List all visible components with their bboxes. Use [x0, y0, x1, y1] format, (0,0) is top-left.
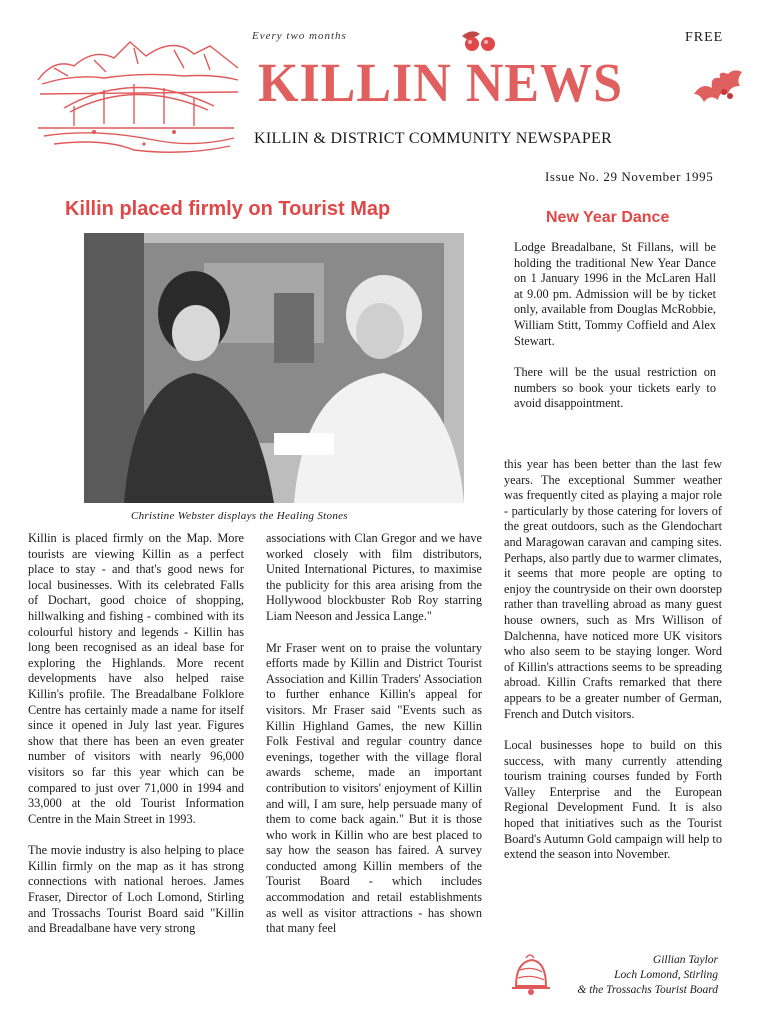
- tagline: Every two months: [252, 30, 347, 42]
- article-column-1: [28, 531, 244, 953]
- article-paragraph: this year has been better than the last few years. The exceptional Summer weather was frequently cited as playing a major role - particularly by those catering for lovers of the great outdoors, such as the Glendochart and Maragowan caravan and camping sites. Perhaps, also partly due to warmer climates, it seems that more people are opting to enjoy the countryside on their own doorstep rather than travelling abroad as many guest house owners, such as Mrs Willison of Dalchenna, have noticed more UK visitors who also seem to be staying longer. Word of Killin's attractions seems to be spreading abroad. Killin Crafts remarked that there appears to be a greater number of German, French and Dutch visitors.: [504, 457, 722, 721]
- bell-icon: [508, 952, 552, 998]
- berries-icon: [458, 28, 500, 54]
- article-paragraph: associations with Clan Gregor and we have worked closely with film distributors, United International Pictures, to maximise the publicity for this area arising from the Hollywood blockbuster Rob Roy starring Liam Neeson and Jessica Lange.": [266, 531, 482, 623]
- holly-icon: [690, 64, 748, 108]
- article-paragraph: Mr Fraser went on to praise the voluntary efforts made by Killin and District Tourist Association and Killin Traders' Association to further enhance Killin's appeal for visitors. Mr Fraser said "Events such as Killin Highland Games, the new Killin Folk Festival and regular country dance evenings, together with the village floral awards scheme, made an important contribution to visitors' enjoyment of Killin and will, I am sure, help persuade many of them to come back again." But it is those who work in Killin who are best placed to say how the season has faired. A survey conducted among Killin members of the Tourist Board - which includes accommodation and retail establishments as well as visitor attractions - has shown that many feel: [266, 640, 482, 936]
- photo-two-women: [84, 233, 464, 503]
- side-paragraph: There will be the usual restriction on numbers so book your tickets early to avoid disappointment.: [514, 365, 716, 411]
- masthead: KILLIN NEWS: [258, 53, 623, 114]
- subtitle: KILLIN & DISTRICT COMMUNITY NEWSPAPER: [254, 130, 613, 147]
- article-column-3: [504, 457, 722, 879]
- author-org: & the Trossachs Tourist Board: [577, 984, 718, 996]
- main-headline: Killin placed firmly on Tourist Map: [65, 198, 391, 220]
- mountain-bridge-logo: [34, 28, 240, 156]
- price-label: FREE: [685, 30, 724, 45]
- author-org: Loch Lomond, Stirling: [614, 969, 718, 981]
- side-article-body: [514, 240, 716, 428]
- side-headline: New Year Dance: [546, 209, 670, 226]
- author-signature: [548, 953, 718, 998]
- issue-info: Issue No. 29 November 1995: [545, 169, 714, 184]
- article-column-2: [266, 531, 482, 953]
- photo-caption: Christine Webster displays the Healing Stones: [131, 510, 348, 522]
- article-paragraph: Killin is placed firmly on the Map. More tourists are viewing Killin as a perfect place to stay - and that's good news for local businesses. With its celebrated Falls of Dochart, good choice of shopping, hillwalking and fishing - combined with its colourful history and legends - Killin has long been recognised as an ideal base for exploring the Highlands. More recent developments have also helped raise Killin's profile. The Breadalbane Folklore Centre has certainly made a name for itself since it opened in July last year. Figures show that there has been an even greater number of visitors with nearly 96,000 visitors so far this year which can be compared to just over 71,000 in 1994 and 33,000 at the old Tourist Information Centre in the Main Street in 1993.: [28, 531, 244, 826]
- article-paragraph: The movie industry is also helping to place Killin firmly on the map as it has strong connections with national heroes. James Fraser, Director of Loch Lomond, Stirling and Trossachs Tourist Board said "Killin and Breadalbane have very strong: [28, 843, 244, 936]
- author-name: Gillian Taylor: [652, 954, 718, 966]
- article-paragraph: Local businesses hope to build on this success, with many currently attending tourism training courses funded by Forth Valley Enterprise and the European Regional Development Fund. It is also hoped that initiatives such as the Tourist Board's Autumn Gold campaign will help to extend the season into November.: [504, 738, 722, 862]
- side-paragraph: Lodge Breadalbane, St Fillans, will be holding the traditional New Year Dance on 1 January 1996 in the McLaren Hall at 9.00 pm. Admission will be by ticket only, available from Douglas McRobbie, William Stitt, Tommy Coffield and Alex Stewart.: [514, 240, 716, 348]
